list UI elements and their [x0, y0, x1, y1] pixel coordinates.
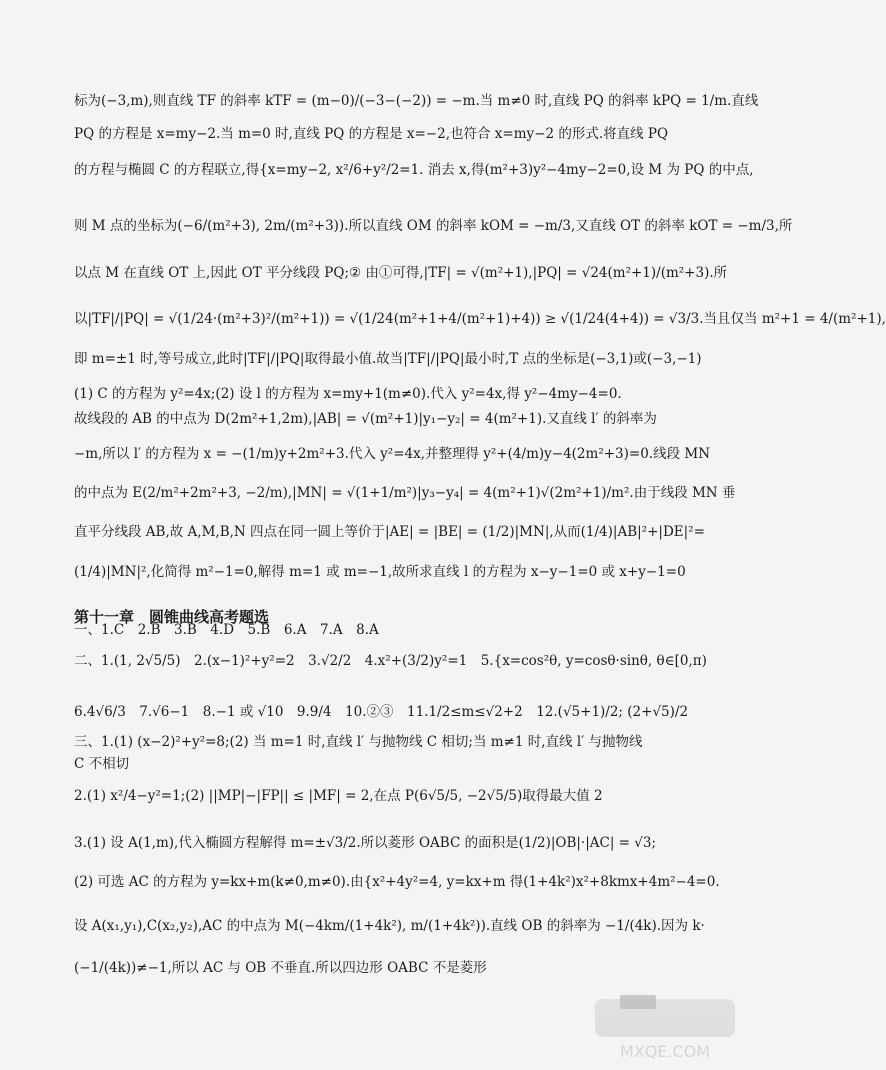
solution-line: (1/4)|MN|²,化简得 m²−1=0,解得 m=1 或 m=−1,故所求直线 l 的方程为 x−y−1=0 或 x+y−1=0 [74, 564, 686, 580]
svg-text:MXQE.COM: MXQE.COM [619, 1042, 711, 1061]
answer-line: 2.(1) x²/4−y²=1;(2) ||MP|−|FP|| ≤ |MF| = 2,在点 P(6√5/5, −2√5/5)取得最大值 2 [74, 788, 603, 804]
solution-line: (1) C 的方程为 y²=4x;(2) 设 l 的方程为 x=my+1(m≠0).代入 y²=4x,得 y²−4my−4=0. [74, 386, 622, 402]
solution-line: 标为(−3,m),则直线 TF 的斜率 kTF = (m−0)/(−3−(−2)) = −m.当 m≠0 时,直线 PQ 的斜率 kPQ = 1/m.直线 [74, 93, 759, 109]
solution-line: 以点 M 在直线 OT 上,因此 OT 平分线段 PQ;② 由①可得,|TF| = √(m²+1),|PQ| = √24(m²+1)/(m²+3).所 [74, 265, 728, 281]
answer-line: C 不相切 [74, 756, 130, 772]
solution-line: 直平分线段 AB,故 A,M,B,N 四点在同一圆上等价于|AE| = |BE| = (1/2)|MN|,从而(1/4)|AB|²+|DE|²= [74, 524, 705, 540]
answer-line: (−1/(4k))≠−1,所以 AC 与 OB 不垂直.所以四边形 OABC 不是菱形 [74, 960, 487, 976]
solution-line: 以|TF|/|PQ| = √(1/24·(m²+3)²/(m²+1)) = √(1/24(m²+1+4/(m²+1)+4)) ≥ √(1/24(4+4)) = √3/3.当且仅当 m²+1 = 4/(m²+1), [74, 311, 886, 327]
answer-line: 三、1.(1) (x−2)²+y²=8;(2) 当 m=1 时,直线 l′ 与抛物线 C 相切;当 m≠1 时,直线 l′ 与抛物线 [74, 734, 643, 750]
answer-line: 一、1.C 2.B 3.B 4.D 5.B 6.A 7.A 8.A [74, 622, 379, 638]
solution-line: PQ 的方程是 x=my−2.当 m=0 时,直线 PQ 的方程是 x=−2,也符合 x=my−2 的形式.将直线 PQ [74, 126, 669, 142]
answer-line: 6.4√6/3 7.√6−1 8.−1 或 √10 9.9/4 10.②③ 11.1/2≤m≤√2+2 12.(√5+1)/2; (2+√5)/2 [74, 704, 689, 720]
answer-line: 3.(1) 设 A(1,m),代入椭圆方程解得 m=±√3/2.所以菱形 OABC 的面积是(1/2)|OB|·|AC| = √3; [74, 835, 657, 851]
watermark-logo-icon [590, 994, 740, 1064]
solution-line: 的方程与椭圆 C 的方程联立,得{x=my−2, x²/6+y²/2=1. 消去 x,得(m²+3)y²−4my−2=0,设 M 为 PQ 的中点, [74, 162, 754, 178]
solution-line: 即 m=±1 时,等号成立,此时|TF|/|PQ|取得最小值.故当|TF|/|PQ|最小时,T 点的坐标是(−3,1)或(−3,−1) [74, 351, 702, 367]
solution-line: 故线段的 AB 的中点为 D(2m²+1,2m),|AB| = √(m²+1)|y₁−y₂| = 4(m²+1).又直线 l′ 的斜率为 [74, 411, 657, 427]
answer-line: 设 A(x₁,y₁),C(x₂,y₂),AC 的中点为 M(−4km/(1+4k²), m/(1+4k²)).直线 OB 的斜率为 −1/(4k).因为 k· [74, 918, 705, 934]
solution-line: 则 M 点的坐标为(−6/(m²+3), 2m/(m²+3)).所以直线 OM 的斜率 kOM = −m/3,又直线 OT 的斜率 kOT = −m/3,所 [74, 218, 793, 234]
answer-line: (2) 可选 AC 的方程为 y=kx+m(k≠0,m≠0).由{x²+4y²=4, y=kx+m 得(1+4k²)x²+8kmx+4m²−4=0. [74, 874, 720, 890]
solution-line: −m,所以 l′ 的方程为 x = −(1/m)y+2m²+3.代入 y²=4x,并整理得 y²+(4/m)y−4(2m²+3)=0.线段 MN [74, 446, 711, 462]
chapter-heading: 第十一章 圆锥曲线高考题选 [74, 608, 270, 626]
answer-line: 二、1.(1, 2√5/5) 2.(x−1)²+y²=2 3.√2/2 4.x²+(3/2)y²=1 5.{x=cos²θ, y=cosθ·sinθ, θ∈[0,π) [74, 653, 707, 669]
solution-line: 的中点为 E(2/m²+2m²+3, −2/m),|MN| = √(1+1/m²)|y₃−y₄| = 4(m²+1)√(2m²+1)/m².由于线段 MN 垂 [74, 485, 736, 501]
